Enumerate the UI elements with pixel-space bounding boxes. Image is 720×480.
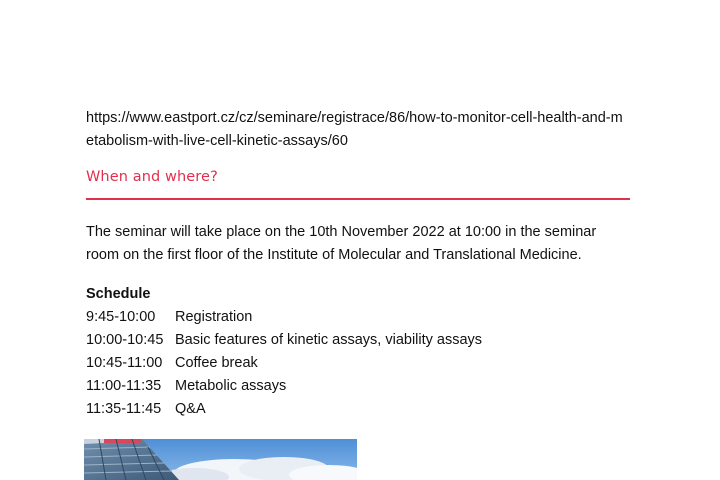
schedule-item: Coffee break bbox=[175, 355, 258, 371]
schedule-time: 10:45-11:00 bbox=[86, 355, 163, 371]
schedule-list bbox=[86, 306, 482, 421]
schedule-time: 11:00-11:35 bbox=[86, 378, 162, 394]
schedule-item: Q&A bbox=[175, 401, 206, 417]
schedule-row bbox=[86, 329, 482, 352]
section-heading: When and where? bbox=[86, 169, 218, 185]
schedule-time: 9:45-10:00 bbox=[86, 309, 156, 325]
section-divider bbox=[86, 198, 630, 200]
building-photo bbox=[84, 439, 357, 480]
schedule-row bbox=[86, 375, 482, 398]
schedule-item: Registration bbox=[175, 309, 253, 325]
building-photo-graphic bbox=[84, 439, 357, 480]
schedule-row bbox=[86, 352, 482, 375]
schedule-title: Schedule bbox=[86, 286, 151, 302]
schedule-time: 10:00-10:45 bbox=[86, 332, 164, 348]
seminar-description: The seminar will take place on the 10th November 2022 at 10:00 in the seminar room on the first floor of the Institute of Molecular and Translational Medicine. bbox=[86, 224, 597, 263]
registration-link[interactable]: https://www.eastport.cz/cz/seminare/registrace/86/how-to-monitor-cell-health-and-metabolism-with-live-cell-kinetic-assays/60 bbox=[86, 110, 623, 149]
schedule-row bbox=[86, 306, 482, 329]
schedule-time: 11:35-11:45 bbox=[86, 401, 162, 417]
schedule-item: Basic features of kinetic assays, viability assays bbox=[175, 332, 483, 348]
schedule-item: Metabolic assays bbox=[175, 378, 287, 394]
schedule-row bbox=[86, 398, 482, 421]
